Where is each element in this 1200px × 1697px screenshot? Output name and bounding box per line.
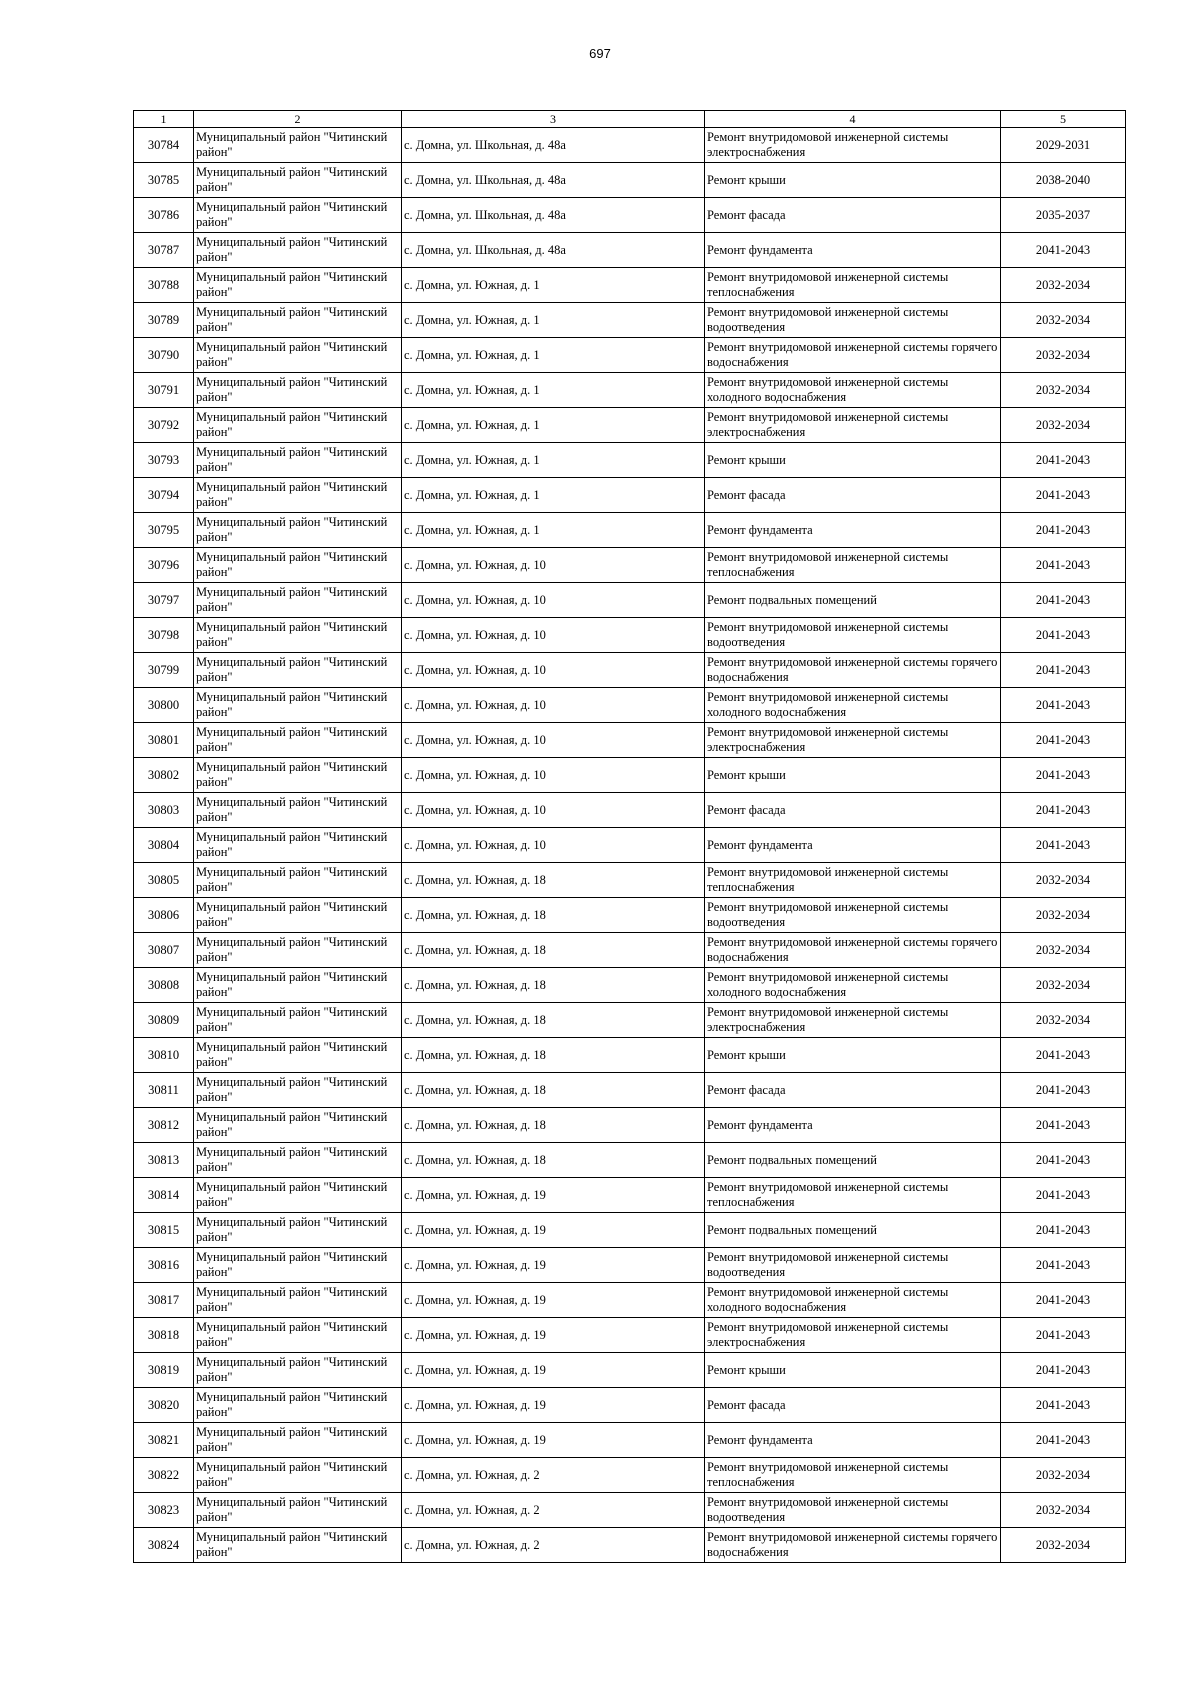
district-cell: Муниципальный район "Читинский район" bbox=[194, 1528, 402, 1563]
table-header bbox=[134, 111, 1126, 128]
row-number-cell: 30790 bbox=[134, 338, 194, 373]
period-cell: 2041-2043 bbox=[1001, 233, 1126, 268]
district-cell: Муниципальный район "Читинский район" bbox=[194, 723, 402, 758]
period-cell: 2041-2043 bbox=[1001, 793, 1126, 828]
column-header-3: 3 bbox=[402, 111, 705, 128]
row-number-cell: 30794 bbox=[134, 478, 194, 513]
work-type-cell: Ремонт внутридомовой инженерной системы теплоснабжения bbox=[705, 1178, 1001, 1213]
period-cell: 2032-2034 bbox=[1001, 373, 1126, 408]
work-type-cell: Ремонт фундамента bbox=[705, 233, 1001, 268]
period-cell: 2041-2043 bbox=[1001, 513, 1126, 548]
work-type-cell: Ремонт крыши bbox=[705, 758, 1001, 793]
row-number-cell: 30786 bbox=[134, 198, 194, 233]
period-cell: 2032-2034 bbox=[1001, 1493, 1126, 1528]
work-type-cell: Ремонт внутридомовой инженерной системы электроснабжения bbox=[705, 408, 1001, 443]
table-row bbox=[134, 1178, 1126, 1213]
table-row bbox=[134, 1038, 1126, 1073]
table-row bbox=[134, 1143, 1126, 1178]
address-cell: с. Домна, ул. Школьная, д. 48а bbox=[402, 128, 705, 163]
row-number-cell: 30800 bbox=[134, 688, 194, 723]
work-type-cell: Ремонт фундамента bbox=[705, 828, 1001, 863]
work-type-cell: Ремонт крыши bbox=[705, 443, 1001, 478]
row-number-cell: 30814 bbox=[134, 1178, 194, 1213]
address-cell: с. Домна, ул. Южная, д. 1 bbox=[402, 338, 705, 373]
district-cell: Муниципальный район "Читинский район" bbox=[194, 828, 402, 863]
header-row bbox=[134, 111, 1126, 128]
district-cell: Муниципальный район "Читинский район" bbox=[194, 408, 402, 443]
table-body bbox=[134, 128, 1126, 1563]
work-type-cell: Ремонт внутридомовой инженерной системы водоотведения bbox=[705, 1248, 1001, 1283]
row-number-cell: 30821 bbox=[134, 1423, 194, 1458]
period-cell: 2041-2043 bbox=[1001, 1038, 1126, 1073]
row-number-cell: 30816 bbox=[134, 1248, 194, 1283]
address-cell: с. Домна, ул. Южная, д. 1 bbox=[402, 408, 705, 443]
address-cell: с. Домна, ул. Южная, д. 1 bbox=[402, 373, 705, 408]
address-cell: с. Домна, ул. Южная, д. 10 bbox=[402, 548, 705, 583]
address-cell: с. Домна, ул. Школьная, д. 48а bbox=[402, 233, 705, 268]
table-row bbox=[134, 443, 1126, 478]
work-type-cell: Ремонт фундамента bbox=[705, 513, 1001, 548]
address-cell: с. Домна, ул. Школьная, д. 48а bbox=[402, 198, 705, 233]
row-number-cell: 30823 bbox=[134, 1493, 194, 1528]
table-row bbox=[134, 898, 1126, 933]
row-number-cell: 30807 bbox=[134, 933, 194, 968]
work-type-cell: Ремонт внутридомовой инженерной системы электроснабжения bbox=[705, 723, 1001, 758]
table-row bbox=[134, 1003, 1126, 1038]
table-row bbox=[134, 968, 1126, 1003]
district-cell: Муниципальный район "Читинский район" bbox=[194, 338, 402, 373]
row-number-cell: 30812 bbox=[134, 1108, 194, 1143]
table-row bbox=[134, 793, 1126, 828]
period-cell: 2029-2031 bbox=[1001, 128, 1126, 163]
period-cell: 2032-2034 bbox=[1001, 968, 1126, 1003]
work-type-cell: Ремонт внутридомовой инженерной системы электроснабжения bbox=[705, 1318, 1001, 1353]
address-cell: с. Домна, ул. Южная, д. 18 bbox=[402, 898, 705, 933]
work-type-cell: Ремонт внутридомовой инженерной системы холодного водоснабжения bbox=[705, 968, 1001, 1003]
period-cell: 2041-2043 bbox=[1001, 723, 1126, 758]
work-type-cell: Ремонт фасада bbox=[705, 1388, 1001, 1423]
address-cell: с. Домна, ул. Южная, д. 19 bbox=[402, 1423, 705, 1458]
row-number-cell: 30788 bbox=[134, 268, 194, 303]
table-row bbox=[134, 1423, 1126, 1458]
table-row bbox=[134, 1248, 1126, 1283]
work-type-cell: Ремонт внутридомовой инженерной системы водоотведения bbox=[705, 1493, 1001, 1528]
repair-schedule-table bbox=[133, 110, 1126, 1563]
work-type-cell: Ремонт внутридомовой инженерной системы горячего водоснабжения bbox=[705, 933, 1001, 968]
district-cell: Муниципальный район "Читинский район" bbox=[194, 898, 402, 933]
work-type-cell: Ремонт внутридомовой инженерной системы водоотведения bbox=[705, 898, 1001, 933]
table-row bbox=[134, 1528, 1126, 1563]
district-cell: Муниципальный район "Читинский район" bbox=[194, 1458, 402, 1493]
period-cell: 2041-2043 bbox=[1001, 1283, 1126, 1318]
district-cell: Муниципальный район "Читинский район" bbox=[194, 1073, 402, 1108]
period-cell: 2038-2040 bbox=[1001, 163, 1126, 198]
address-cell: с. Домна, ул. Южная, д. 10 bbox=[402, 618, 705, 653]
row-number-cell: 30802 bbox=[134, 758, 194, 793]
column-header-4: 4 bbox=[705, 111, 1001, 128]
work-type-cell: Ремонт крыши bbox=[705, 1038, 1001, 1073]
row-number-cell: 30804 bbox=[134, 828, 194, 863]
work-type-cell: Ремонт подвальных помещений bbox=[705, 1143, 1001, 1178]
table-row bbox=[134, 583, 1126, 618]
table-row bbox=[134, 1213, 1126, 1248]
work-type-cell: Ремонт внутридомовой инженерной системы горячего водоснабжения bbox=[705, 653, 1001, 688]
district-cell: Муниципальный район "Читинский район" bbox=[194, 1423, 402, 1458]
district-cell: Муниципальный район "Читинский район" bbox=[194, 128, 402, 163]
period-cell: 2041-2043 bbox=[1001, 548, 1126, 583]
table-row bbox=[134, 1388, 1126, 1423]
district-cell: Муниципальный район "Читинский район" bbox=[194, 863, 402, 898]
address-cell: с. Домна, ул. Южная, д. 2 bbox=[402, 1458, 705, 1493]
address-cell: с. Домна, ул. Южная, д. 1 bbox=[402, 513, 705, 548]
table-row bbox=[134, 198, 1126, 233]
address-cell: с. Домна, ул. Южная, д. 10 bbox=[402, 653, 705, 688]
work-type-cell: Ремонт крыши bbox=[705, 163, 1001, 198]
district-cell: Муниципальный район "Читинский район" bbox=[194, 1493, 402, 1528]
work-type-cell: Ремонт крыши bbox=[705, 1353, 1001, 1388]
work-type-cell: Ремонт внутридомовой инженерной системы водоотведения bbox=[705, 303, 1001, 338]
table-row bbox=[134, 758, 1126, 793]
period-cell: 2041-2043 bbox=[1001, 828, 1126, 863]
table-row bbox=[134, 1458, 1126, 1493]
address-cell: с. Домна, ул. Южная, д. 1 bbox=[402, 268, 705, 303]
period-cell: 2032-2034 bbox=[1001, 268, 1126, 303]
work-type-cell: Ремонт фасада bbox=[705, 198, 1001, 233]
row-number-cell: 30815 bbox=[134, 1213, 194, 1248]
work-type-cell: Ремонт внутридомовой инженерной системы холодного водоснабжения bbox=[705, 373, 1001, 408]
row-number-cell: 30810 bbox=[134, 1038, 194, 1073]
table-row bbox=[134, 863, 1126, 898]
period-cell: 2035-2037 bbox=[1001, 198, 1126, 233]
period-cell: 2032-2034 bbox=[1001, 863, 1126, 898]
period-cell: 2041-2043 bbox=[1001, 758, 1126, 793]
address-cell: с. Домна, ул. Южная, д. 2 bbox=[402, 1493, 705, 1528]
address-cell: с. Домна, ул. Южная, д. 10 bbox=[402, 688, 705, 723]
work-type-cell: Ремонт внутридомовой инженерной системы водоотведения bbox=[705, 618, 1001, 653]
district-cell: Муниципальный район "Читинский район" bbox=[194, 1213, 402, 1248]
address-cell: с. Домна, ул. Южная, д. 2 bbox=[402, 1528, 705, 1563]
district-cell: Муниципальный район "Читинский район" bbox=[194, 268, 402, 303]
period-cell: 2041-2043 bbox=[1001, 1318, 1126, 1353]
row-number-cell: 30797 bbox=[134, 583, 194, 618]
table-row bbox=[134, 1318, 1126, 1353]
district-cell: Муниципальный район "Читинский район" bbox=[194, 1178, 402, 1213]
period-cell: 2041-2043 bbox=[1001, 1423, 1126, 1458]
row-number-cell: 30822 bbox=[134, 1458, 194, 1493]
district-cell: Муниципальный район "Читинский район" bbox=[194, 1038, 402, 1073]
address-cell: с. Домна, ул. Южная, д. 10 bbox=[402, 828, 705, 863]
row-number-cell: 30787 bbox=[134, 233, 194, 268]
address-cell: с. Домна, ул. Южная, д. 19 bbox=[402, 1248, 705, 1283]
district-cell: Муниципальный район "Читинский район" bbox=[194, 303, 402, 338]
address-cell: с. Домна, ул. Южная, д. 1 bbox=[402, 303, 705, 338]
address-cell: с. Домна, ул. Южная, д. 1 bbox=[402, 478, 705, 513]
table-row bbox=[134, 1353, 1126, 1388]
work-type-cell: Ремонт внутридомовой инженерной системы теплоснабжения bbox=[705, 268, 1001, 303]
period-cell: 2041-2043 bbox=[1001, 1248, 1126, 1283]
table-row bbox=[134, 688, 1126, 723]
period-cell: 2041-2043 bbox=[1001, 583, 1126, 618]
work-type-cell: Ремонт внутридомовой инженерной системы электроснабжения bbox=[705, 128, 1001, 163]
period-cell: 2032-2034 bbox=[1001, 408, 1126, 443]
table-row bbox=[134, 128, 1126, 163]
address-cell: с. Домна, ул. Южная, д. 19 bbox=[402, 1178, 705, 1213]
table-row bbox=[134, 373, 1126, 408]
work-type-cell: Ремонт фундамента bbox=[705, 1108, 1001, 1143]
row-number-cell: 30819 bbox=[134, 1353, 194, 1388]
period-cell: 2032-2034 bbox=[1001, 338, 1126, 373]
district-cell: Муниципальный район "Читинский район" bbox=[194, 1248, 402, 1283]
address-cell: с. Домна, ул. Южная, д. 10 bbox=[402, 793, 705, 828]
address-cell: с. Домна, ул. Южная, д. 19 bbox=[402, 1353, 705, 1388]
district-cell: Муниципальный район "Читинский район" bbox=[194, 653, 402, 688]
address-cell: с. Домна, ул. Южная, д. 19 bbox=[402, 1388, 705, 1423]
address-cell: с. Домна, ул. Южная, д. 18 bbox=[402, 1003, 705, 1038]
address-cell: с. Домна, ул. Южная, д. 18 bbox=[402, 1143, 705, 1178]
district-cell: Муниципальный район "Читинский район" bbox=[194, 688, 402, 723]
period-cell: 2032-2034 bbox=[1001, 933, 1126, 968]
work-type-cell: Ремонт внутридомовой инженерной системы теплоснабжения bbox=[705, 548, 1001, 583]
row-number-cell: 30820 bbox=[134, 1388, 194, 1423]
row-number-cell: 30803 bbox=[134, 793, 194, 828]
address-cell: с. Домна, ул. Южная, д. 10 bbox=[402, 723, 705, 758]
district-cell: Муниципальный район "Читинский район" bbox=[194, 163, 402, 198]
table-row bbox=[134, 1283, 1126, 1318]
address-cell: с. Домна, ул. Южная, д. 19 bbox=[402, 1283, 705, 1318]
column-header-2: 2 bbox=[194, 111, 402, 128]
period-cell: 2041-2043 bbox=[1001, 478, 1126, 513]
row-number-cell: 30824 bbox=[134, 1528, 194, 1563]
table-row bbox=[134, 618, 1126, 653]
district-cell: Муниципальный район "Читинский район" bbox=[194, 478, 402, 513]
table-row bbox=[134, 513, 1126, 548]
table-row bbox=[134, 303, 1126, 338]
row-number-cell: 30805 bbox=[134, 863, 194, 898]
period-cell: 2032-2034 bbox=[1001, 1528, 1126, 1563]
address-cell: с. Домна, ул. Южная, д. 18 bbox=[402, 1073, 705, 1108]
table-row bbox=[134, 548, 1126, 583]
district-cell: Муниципальный район "Читинский район" bbox=[194, 758, 402, 793]
table-row bbox=[134, 233, 1126, 268]
period-cell: 2032-2034 bbox=[1001, 1003, 1126, 1038]
row-number-cell: 30811 bbox=[134, 1073, 194, 1108]
row-number-cell: 30789 bbox=[134, 303, 194, 338]
period-cell: 2041-2043 bbox=[1001, 443, 1126, 478]
address-cell: с. Домна, ул. Южная, д. 18 bbox=[402, 933, 705, 968]
district-cell: Муниципальный район "Читинский район" bbox=[194, 583, 402, 618]
address-cell: с. Домна, ул. Южная, д. 18 bbox=[402, 863, 705, 898]
district-cell: Муниципальный район "Читинский район" bbox=[194, 373, 402, 408]
work-type-cell: Ремонт фасада bbox=[705, 478, 1001, 513]
period-cell: 2041-2043 bbox=[1001, 1073, 1126, 1108]
work-type-cell: Ремонт внутридомовой инженерной системы горячего водоснабжения bbox=[705, 338, 1001, 373]
work-type-cell: Ремонт внутридомовой инженерной системы теплоснабжения bbox=[705, 863, 1001, 898]
district-cell: Муниципальный район "Читинский район" bbox=[194, 933, 402, 968]
table-row bbox=[134, 1493, 1126, 1528]
address-cell: с. Домна, ул. Школьная, д. 48а bbox=[402, 163, 705, 198]
column-header-1: 1 bbox=[134, 111, 194, 128]
row-number-cell: 30785 bbox=[134, 163, 194, 198]
work-type-cell: Ремонт внутридомовой инженерной системы холодного водоснабжения bbox=[705, 688, 1001, 723]
row-number-cell: 30796 bbox=[134, 548, 194, 583]
address-cell: с. Домна, ул. Южная, д. 18 bbox=[402, 1108, 705, 1143]
district-cell: Муниципальный район "Читинский район" bbox=[194, 1003, 402, 1038]
district-cell: Муниципальный район "Читинский район" bbox=[194, 1388, 402, 1423]
district-cell: Муниципальный район "Читинский район" bbox=[194, 1108, 402, 1143]
work-type-cell: Ремонт внутридомовой инженерной системы теплоснабжения bbox=[705, 1458, 1001, 1493]
district-cell: Муниципальный район "Читинский район" bbox=[194, 548, 402, 583]
table-row bbox=[134, 933, 1126, 968]
address-cell: с. Домна, ул. Южная, д. 1 bbox=[402, 443, 705, 478]
period-cell: 2032-2034 bbox=[1001, 1458, 1126, 1493]
district-cell: Муниципальный район "Читинский район" bbox=[194, 1353, 402, 1388]
page-number: 697 bbox=[589, 46, 611, 61]
table-row bbox=[134, 1073, 1126, 1108]
row-number-cell: 30818 bbox=[134, 1318, 194, 1353]
work-type-cell: Ремонт внутридомовой инженерной системы горячего водоснабжения bbox=[705, 1528, 1001, 1563]
district-cell: Муниципальный район "Читинский район" bbox=[194, 1143, 402, 1178]
table-row bbox=[134, 408, 1126, 443]
table-row bbox=[134, 338, 1126, 373]
period-cell: 2041-2043 bbox=[1001, 618, 1126, 653]
table-row bbox=[134, 163, 1126, 198]
row-number-cell: 30791 bbox=[134, 373, 194, 408]
period-cell: 2041-2043 bbox=[1001, 688, 1126, 723]
district-cell: Муниципальный район "Читинский район" bbox=[194, 233, 402, 268]
work-type-cell: Ремонт фасада bbox=[705, 793, 1001, 828]
table-row bbox=[134, 653, 1126, 688]
table-row bbox=[134, 1108, 1126, 1143]
district-cell: Муниципальный район "Читинский район" bbox=[194, 513, 402, 548]
row-number-cell: 30798 bbox=[134, 618, 194, 653]
row-number-cell: 30795 bbox=[134, 513, 194, 548]
row-number-cell: 30806 bbox=[134, 898, 194, 933]
period-cell: 2041-2043 bbox=[1001, 1143, 1126, 1178]
table-row bbox=[134, 478, 1126, 513]
address-cell: с. Домна, ул. Южная, д. 10 bbox=[402, 758, 705, 793]
table-row bbox=[134, 723, 1126, 758]
address-cell: с. Домна, ул. Южная, д. 19 bbox=[402, 1318, 705, 1353]
row-number-cell: 30813 bbox=[134, 1143, 194, 1178]
district-cell: Муниципальный район "Читинский район" bbox=[194, 443, 402, 478]
table-row bbox=[134, 828, 1126, 863]
row-number-cell: 30792 bbox=[134, 408, 194, 443]
address-cell: с. Домна, ул. Южная, д. 18 bbox=[402, 968, 705, 1003]
district-cell: Муниципальный район "Читинский район" bbox=[194, 1283, 402, 1318]
address-cell: с. Домна, ул. Южная, д. 18 bbox=[402, 1038, 705, 1073]
period-cell: 2032-2034 bbox=[1001, 898, 1126, 933]
period-cell: 2041-2043 bbox=[1001, 1178, 1126, 1213]
district-cell: Муниципальный район "Читинский район" bbox=[194, 793, 402, 828]
work-type-cell: Ремонт фасада bbox=[705, 1073, 1001, 1108]
row-number-cell: 30801 bbox=[134, 723, 194, 758]
period-cell: 2032-2034 bbox=[1001, 303, 1126, 338]
address-cell: с. Домна, ул. Южная, д. 19 bbox=[402, 1213, 705, 1248]
address-cell: с. Домна, ул. Южная, д. 10 bbox=[402, 583, 705, 618]
district-cell: Муниципальный район "Читинский район" bbox=[194, 968, 402, 1003]
district-cell: Муниципальный район "Читинский район" bbox=[194, 198, 402, 233]
row-number-cell: 30817 bbox=[134, 1283, 194, 1318]
period-cell: 2041-2043 bbox=[1001, 1213, 1126, 1248]
work-type-cell: Ремонт внутридомовой инженерной системы электроснабжения bbox=[705, 1003, 1001, 1038]
period-cell: 2041-2043 bbox=[1001, 1108, 1126, 1143]
work-type-cell: Ремонт внутридомовой инженерной системы холодного водоснабжения bbox=[705, 1283, 1001, 1318]
row-number-cell: 30799 bbox=[134, 653, 194, 688]
period-cell: 2041-2043 bbox=[1001, 1353, 1126, 1388]
row-number-cell: 30793 bbox=[134, 443, 194, 478]
period-cell: 2041-2043 bbox=[1001, 653, 1126, 688]
period-cell: 2041-2043 bbox=[1001, 1388, 1126, 1423]
work-type-cell: Ремонт фундамента bbox=[705, 1423, 1001, 1458]
work-type-cell: Ремонт подвальных помещений bbox=[705, 583, 1001, 618]
row-number-cell: 30784 bbox=[134, 128, 194, 163]
table-row bbox=[134, 268, 1126, 303]
column-header-5: 5 bbox=[1001, 111, 1126, 128]
district-cell: Муниципальный район "Читинский район" bbox=[194, 1318, 402, 1353]
row-number-cell: 30809 bbox=[134, 1003, 194, 1038]
work-type-cell: Ремонт подвальных помещений bbox=[705, 1213, 1001, 1248]
district-cell: Муниципальный район "Читинский район" bbox=[194, 618, 402, 653]
row-number-cell: 30808 bbox=[134, 968, 194, 1003]
